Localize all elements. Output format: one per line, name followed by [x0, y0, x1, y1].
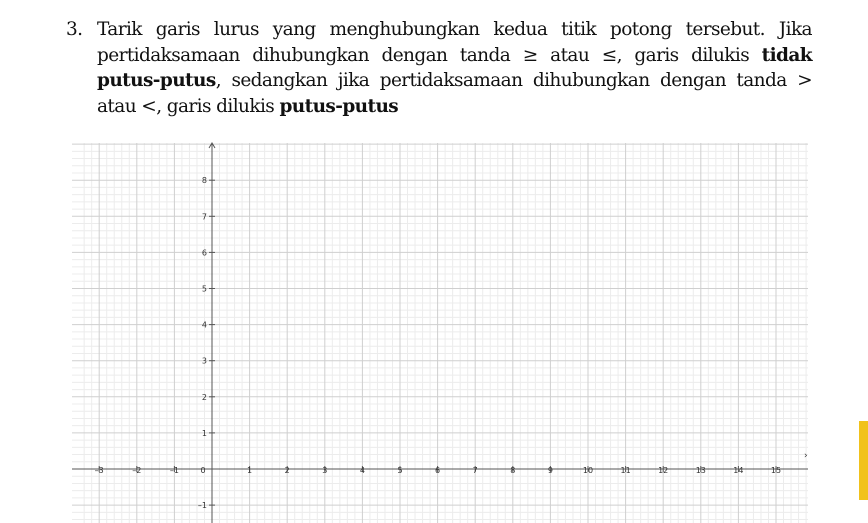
x-tick-label: 2: [284, 466, 290, 475]
x-tick-label: 14: [733, 466, 744, 475]
x-tick-label: 0: [200, 466, 206, 475]
x-tick-label: –1: [169, 466, 179, 475]
y-tick-label: 3: [201, 356, 207, 366]
y-tick-label: –1: [197, 501, 207, 511]
x-tick-label: 3: [322, 466, 328, 475]
side-tab-marker[interactable]: [859, 421, 868, 500]
x-tick-label: –2: [132, 466, 142, 475]
y-tick-label: 6: [201, 248, 207, 258]
x-axis-arrow-label: ›: [804, 451, 808, 461]
x-tick-label: 10: [582, 466, 594, 475]
y-tick-label: 7: [201, 212, 207, 222]
y-tick-label: 4: [201, 320, 207, 330]
y-tick-label: 2: [201, 392, 207, 402]
x-tick-label: 13: [695, 466, 706, 475]
x-tick-label: 7: [472, 466, 478, 475]
bold-term-dashed: putus-putus: [279, 95, 399, 117]
x-tick-label: 12: [658, 466, 669, 475]
x-tick-label: 1: [247, 466, 253, 475]
bold-term-solid: tidak putus-putus: [97, 44, 812, 91]
x-tick-label: 6: [435, 466, 441, 475]
x-tick-label: 11: [620, 466, 631, 475]
x-tick-label: 4: [359, 466, 365, 475]
x-tick-label: –3: [94, 466, 104, 475]
step-number: 3.: [66, 19, 83, 40]
x-tick-label: 5: [397, 466, 403, 475]
x-tick-label: 8: [510, 466, 516, 475]
x-tick-label: 9: [547, 466, 553, 475]
step-text-part-2: , sedangkan jika pertidaksamaan dihubungkan dengan tanda > atau <, garis dilukis: [97, 70, 812, 117]
y-tick-label: 5: [201, 284, 207, 294]
y-tick-label: 1: [201, 428, 207, 438]
step-text-part-1: Tarik garis lurus yang menghubungkan kedua titik potong tersebut. Jika pertidaksamaan dihubungkan dengan tanda ≥ atau ≤, garis dilukis: [97, 19, 812, 66]
y-tick-label: 8: [201, 176, 207, 186]
x-tick-label: 15: [770, 466, 782, 475]
